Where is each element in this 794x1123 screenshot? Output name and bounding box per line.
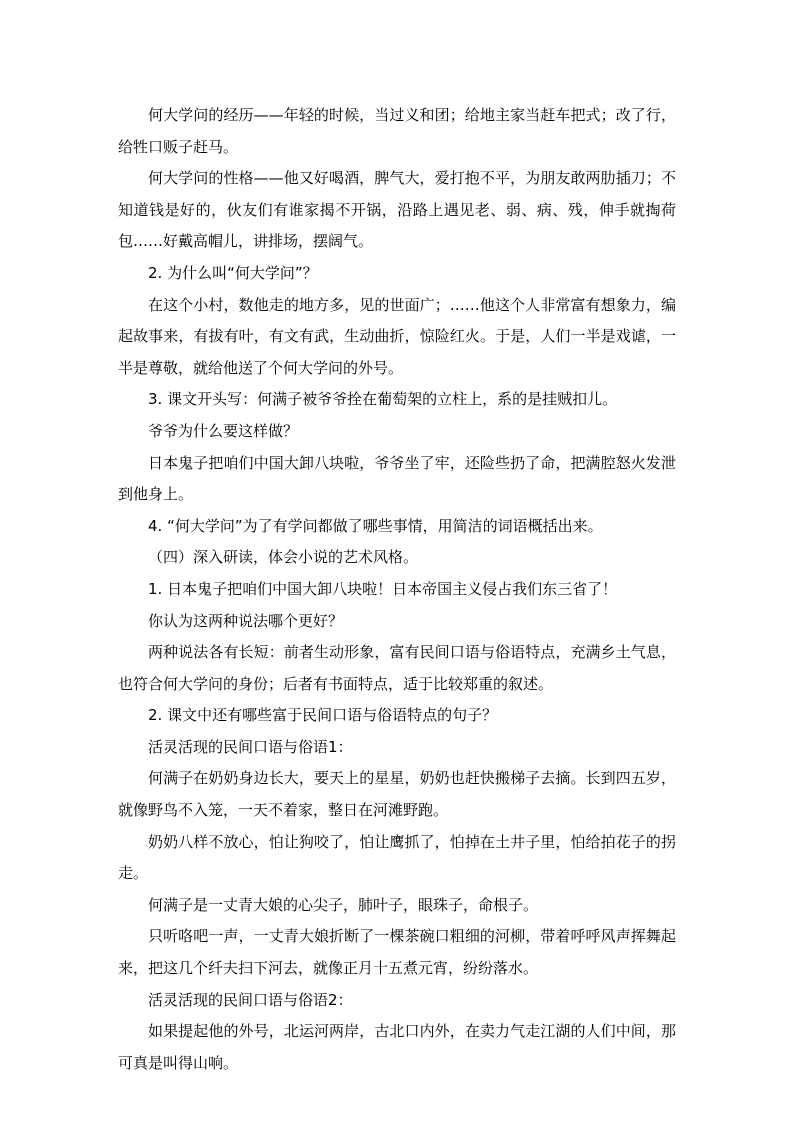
item-1-answer: 两种说法各有长短：前者生动形象，富有民间口语与俗语特点，充满乡土气息，也符合何大学问的身份；后者有书面特点，适于比较郑重的叙述。 <box>118 643 676 693</box>
question-4-title: 4. “何大学问”为了有学问都做了哪些事情，用简洁的词语概括出来。 <box>148 516 603 535</box>
question-3-title: 3. 课文开头写：何满子被爷爷拴在葡萄架的立柱上，系的是挂贼扣儿。 <box>148 390 618 409</box>
item-1-question: 你认为这两种说法哪个更好？ <box>148 611 344 630</box>
example-1-sentence-a: 何满子在奶奶身边长大，要天上的星星，奶奶也赶快搬梯子去摘。长到四五岁，就像野鸟不入笼，一天不着家，整日在河滩野跑。 <box>118 769 676 820</box>
paragraph-nickname-reason: 在这个小村，数他走的地方多，见的世面广；……他这个人非常富有想象力，编起故事来，有拔有叶，有文有武，生动曲折，惊险红火。于是，人们一半是戏谑，一半是尊敬，就给他送了个何大学问的外号。 <box>118 295 676 377</box>
question-2-title: 2. 为什么叫“何大学问”？ <box>148 263 318 282</box>
document-body <box>118 100 676 1079</box>
example-1-sentence-d: 只听咯吧一声，一丈青大娘折断了一棵茶碗口粗细的河柳，带着呼呼风声挥舞起来，把这几个纤夫扫下河去，就像正月十五煮元宵，纷纷落水。 <box>118 927 676 978</box>
paragraph-experience: 何大学问的经历——年轻的时候，当过义和团；给地主家当赶车把式；改了行，给牲口贩子赶马。 <box>118 106 676 156</box>
item-1-quote: 1. 日本鬼子把咱们中国大卸八块啦！日本帝国主义侵占我们东三省了！ <box>148 579 618 598</box>
item-2-question: 2. 课文中还有哪些富于民间口语与俗语特点的句子？ <box>148 706 498 725</box>
example-1-sentence-b: 奶奶八样不放心，怕让狗咬了，怕让鹰抓了，怕掉在土井子里，怕给拍花子的拐走。 <box>118 832 676 883</box>
paragraph-character: 何大学问的性格——他又好喝酒，脾气大，爱打抱不平，为朋友敢两肋插刀；不知道钱是好的，伙友们有谁家揭不开锅，沿路上遇见老、弱、病、残，伸手就掏荷包……好戴高帽儿，讲排场，摆阔气。 <box>118 169 676 251</box>
section-4-heading: （四）深入研读，体会小说的艺术风格。 <box>148 548 419 567</box>
example-1-heading: 活灵活现的民间口语与俗语1： <box>148 737 353 756</box>
example-1-sentence-c: 何满子是一丈青大娘的心尖子，肺叶子，眼珠子，命根子。 <box>148 895 539 914</box>
paragraph-grandpa-reason: 日本鬼子把咱们中国大卸八块啦，爷爷坐了牢，还险些扔了命，把满腔怒火发泄到他身上。 <box>118 453 676 504</box>
question-3-sub: 爷爷为什么要这样做？ <box>148 421 299 440</box>
example-2-sentence-a: 如果提起他的外号，北运河两岸，古北口内外，在卖力气走江湖的人们中间，那可真是叫得山响。 <box>118 1022 676 1072</box>
example-2-heading: 活灵活现的民间口语与俗语2： <box>148 990 353 1009</box>
